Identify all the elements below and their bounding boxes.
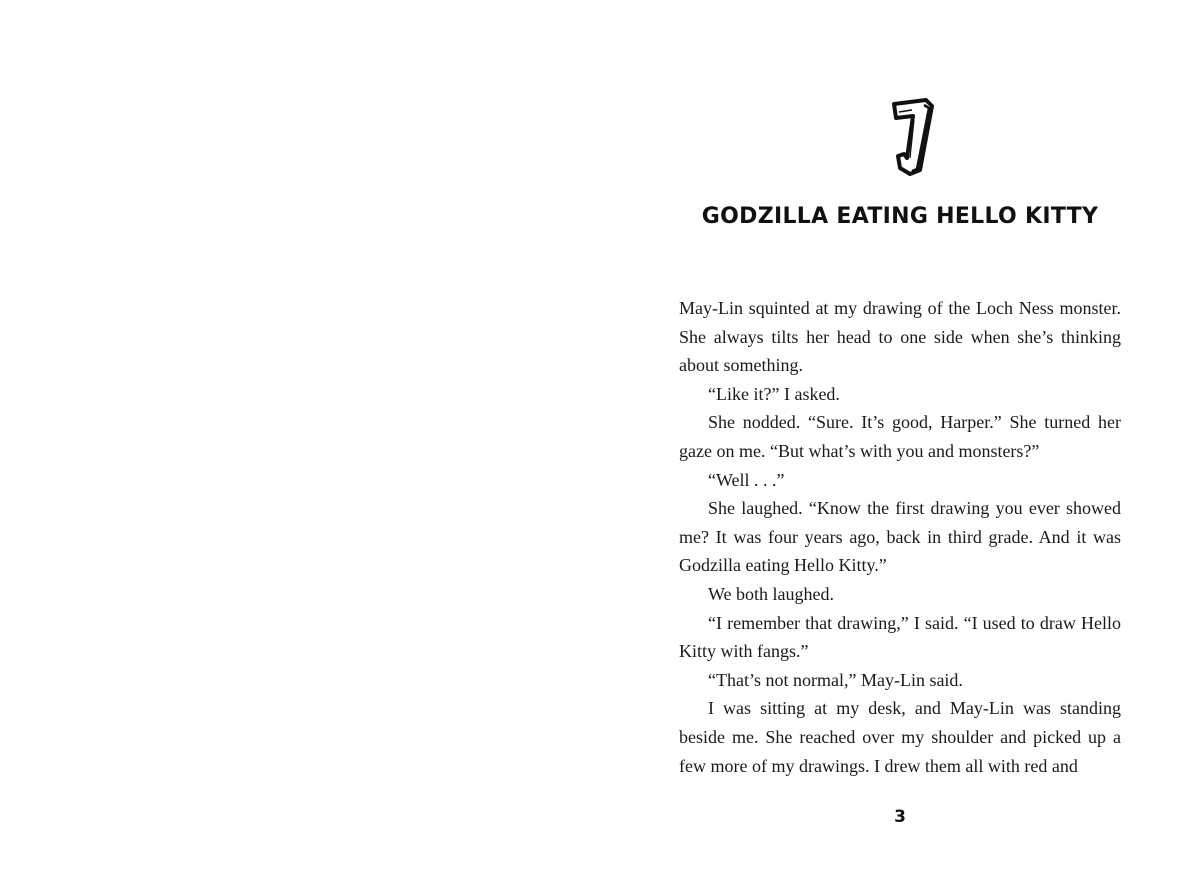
chapter-title: GODZILLA EATING HELLO KITTY — [701, 204, 1099, 229]
right-page — [600, 0, 1200, 872]
paragraph-8: “That’s not normal,” May-Lin said. — [708, 669, 963, 690]
paragraph-5: She laughed. “Know the first drawing you ever showed me? It was four years ago, back in third grade. And it was Godzilla eating Hello Kitty.” — [679, 498, 1121, 576]
paragraph-2: “Like it?” I asked. — [708, 383, 840, 404]
paragraph-1: May-Lin squinted at my drawing of the Loch Ness monster. She always tilts her head to one side when she’s thinking about something. — [679, 298, 1121, 376]
chapter-number-one-graphic — [890, 96, 940, 178]
paragraph-3: She nodded. “Sure. It’s good, Harper.” She turned her gaze on me. “But what’s with you and monsters?” — [679, 412, 1121, 461]
paragraph-7: “I remember that drawing,” I said. “I used to draw Hello Kitty with fangs.” — [679, 612, 1121, 662]
paragraph-4: “Well . . .” — [708, 469, 785, 490]
paragraph-9: I was sitting at my desk, and May-Lin was standing beside me. She reached over my shoulder and picked up a few more of my drawings. I drew them all with red and — [679, 698, 1121, 776]
page-number: 3 — [894, 807, 906, 827]
paragraph-6: We both laughed. — [708, 583, 835, 604]
chapter-body-text — [679, 294, 1121, 780]
